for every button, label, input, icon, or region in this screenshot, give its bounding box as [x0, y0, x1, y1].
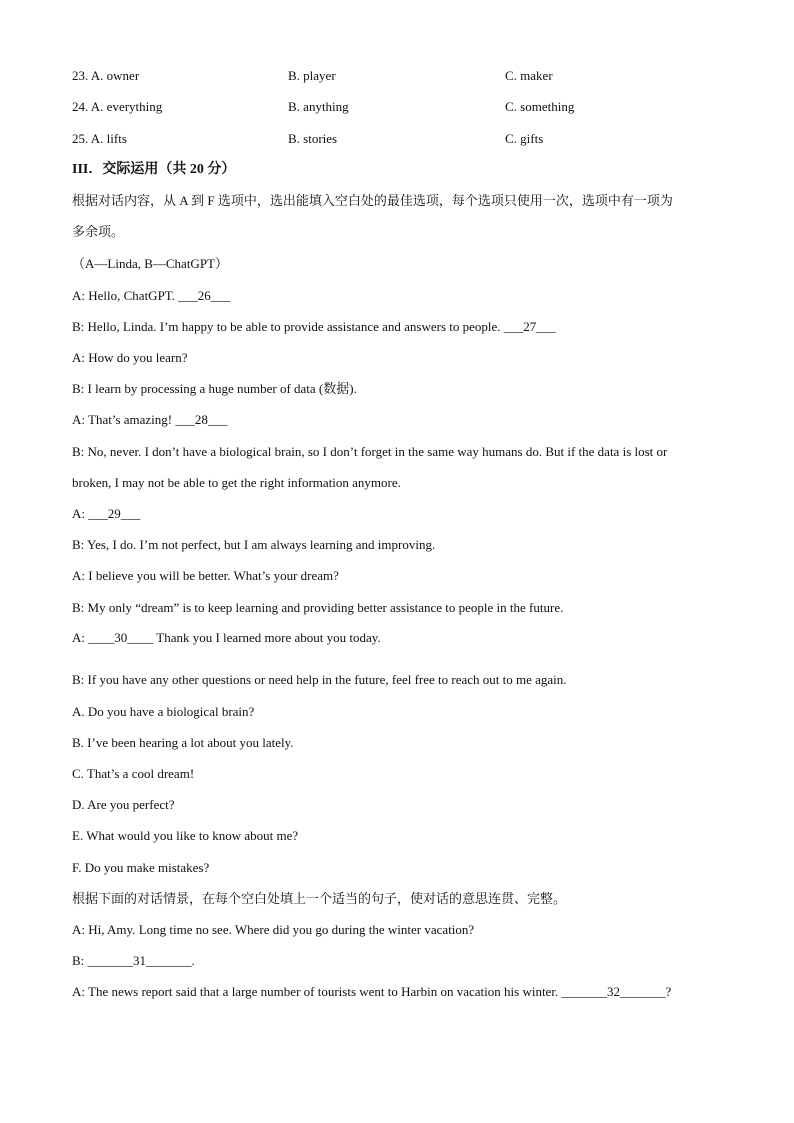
part2-line-3	[72, 984, 671, 1000]
option-23-c: C. maker	[505, 68, 553, 83]
choice-e: E. What would you like to know about me?	[72, 828, 299, 843]
dialogue-line-2	[72, 319, 556, 335]
dialogue-line-3: A: How do you learn?	[72, 350, 188, 365]
option-25-a: 25. A. lifts	[72, 131, 127, 146]
option-24-c: C. something	[505, 99, 575, 114]
blank-28: ___28___	[175, 412, 228, 427]
instruction-line-1: 根据对话内容，从 A 到 F 选项中，选出能填入空白处的最佳选项，每个选项只使用一次，选项中有一项为	[72, 193, 673, 208]
option-row-25	[72, 131, 722, 147]
blank-32: _______32_______	[561, 984, 666, 999]
choice-f: F. Do you make mistakes?	[72, 860, 210, 875]
dialogue-text: ?	[665, 984, 672, 999]
blank-26: ___26___	[178, 288, 231, 303]
dialogue-line-6b: broken, I may not be able to get the right information anymore.	[72, 475, 401, 490]
option-25-c: C. gifts	[505, 131, 544, 146]
dialogue-text: .	[191, 953, 195, 968]
dialogue-line-9: A: I believe you will be better. What’s your dream?	[72, 568, 339, 583]
dialogue-line-12: B: If you have any other questions or need help in the future, feel free to reach out to me again.	[72, 672, 567, 687]
choice-b: B. I’ve been hearing a lot about you lately.	[72, 735, 294, 750]
dialogue-line-7	[72, 506, 140, 522]
dialogue-text: Thank you I learned more about you today.	[153, 630, 381, 645]
dialogue-text: A:	[72, 506, 89, 521]
dialogue-line-4: B: I learn by processing a huge number of data (数据).	[72, 381, 357, 396]
blank-27: ___27___	[503, 319, 556, 334]
section-title: III．交际运用（共 20 分）	[72, 162, 236, 177]
dialogue-line-5	[72, 412, 227, 428]
option-24-b: B. anything	[288, 99, 349, 114]
instruction-line-2: 多余项。	[72, 224, 125, 239]
part2-line-2	[72, 953, 195, 969]
dialogue-text: A: The news report said that a large number of tourists went to Harbin on vacation his winter.	[72, 984, 562, 999]
blank-29: ___29___	[88, 506, 141, 521]
dialogue-line-6a: B: No, never. I don’t have a biological brain, so I don’t forget in the same way humans do. But if the data is lost or	[72, 444, 668, 459]
option-23-b: B. player	[288, 68, 336, 83]
dialogue-line-10: B: My only “dream” is to keep learning and providing better assistance to people in the future.	[72, 600, 564, 615]
choice-c: C. That’s a cool dream!	[72, 766, 195, 781]
speakers-note: （A—Linda, B—ChatGPT）	[72, 256, 228, 271]
option-row-23	[72, 68, 722, 84]
option-24-a: 24. A. everything	[72, 99, 163, 114]
dialogue-text: A: That’s amazing!	[72, 412, 176, 427]
choice-d: D. Are you perfect?	[72, 797, 175, 812]
part2-line-1: A: Hi, Amy. Long time no see. Where did you go during the winter vacation?	[72, 922, 475, 937]
dialogue-line-1	[72, 288, 230, 304]
dialogue-line-8: B: Yes, I do. I’m not perfect, but I am always learning and improving.	[72, 537, 436, 552]
dialogue-line-11	[72, 630, 381, 646]
option-row-24	[72, 99, 722, 115]
part2-instruction: 根据下面的对话情景，在每个空白处填上一个适当的句子，使对话的意思连贯、完整。	[72, 891, 567, 906]
dialogue-text: B:	[72, 953, 88, 968]
option-23-a: 23. A. owner	[72, 68, 140, 83]
blank-30: ____30____	[88, 630, 154, 645]
dialogue-text: A: Hello, ChatGPT.	[72, 288, 179, 303]
blank-31: _______31_______	[87, 953, 192, 968]
dialogue-text: A:	[72, 630, 89, 645]
option-25-b: B. stories	[288, 131, 338, 146]
choice-a: A. Do you have a biological brain?	[72, 704, 255, 719]
dialogue-text: B: Hello, Linda. I’m happy to be able to provide assistance and answers to people.	[72, 319, 504, 334]
